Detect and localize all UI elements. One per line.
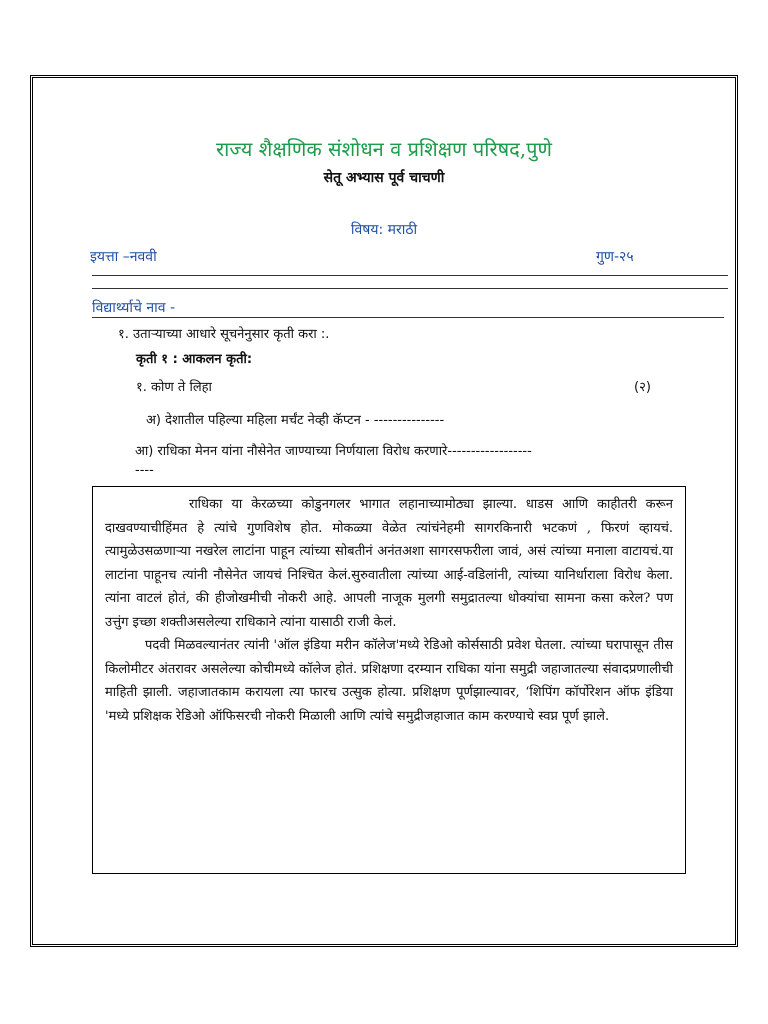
passage-paragraph-2: पदवी मिळवल्यानंतर त्यांनी 'ऑल इंडिया मरीन कॉलेज'मध्ये रेडिओ कोर्ससाठी प्रवेश घेतला. त्यांच्या घरापासून तीस किलोमीटर अंतरावर असलेल्या कोचीमध्ये कॉलेज होतं. प्रशिक्षणा दरम्यान राधिका यांना समुद्री जहाजातल्या संवादप्रणालीची माहिती झाली. जहाजातकाम करायला त्या फारच उत्सुक होत्या. प्रशिक्षण पूर्णझाल्यावर, ‘शिपिंग कॉर्पोरेशन ऑफ इंडिया 'मध्ये प्रशिक्षक रेडिओ ऑफिसरची नोकरी मिळाली आणि त्यांचे समुद्रीजहाजात काम करण्याचे स्वप्न पूर्ण झाले. bbox=[105, 638, 673, 724]
header-divider bbox=[92, 275, 728, 276]
question-item-b: आ) राधिका मेनन यांना नौसेनेत जाण्याच्या निर्णयाला विरोध करणारे------------------ bbox=[135, 444, 532, 459]
grade-label: इयत्ता –नववी bbox=[90, 249, 157, 265]
question-item-b-tail: ---- bbox=[135, 463, 154, 478]
activity-title: कृती १ : आकलन कृती: bbox=[136, 352, 253, 367]
question-item-a: अ) देशातील पहिल्या महिला मर्चंट नेव्ही कॅप्टन - --------------- bbox=[146, 413, 445, 428]
sub-question-marks: (२) bbox=[634, 380, 651, 395]
student-name-label: विद्यार्थ्याचे नाव - bbox=[92, 300, 176, 316]
passage-box bbox=[92, 486, 686, 874]
header-divider-secondary bbox=[92, 288, 728, 289]
sub-question: १. कोण ते लिहा bbox=[136, 380, 212, 395]
test-subtitle: सेतू अभ्यास पूर्व चाचणी bbox=[323, 170, 445, 186]
student-name-line[interactable] bbox=[92, 317, 724, 318]
subject-label: विषय: मराठी bbox=[350, 222, 418, 238]
page-title: राज्य शैक्षणिक संशोधन व प्रशिक्षण परिषद,पुणे bbox=[216, 137, 552, 161]
marks-label: गुण-२५ bbox=[596, 249, 634, 265]
passage-paragraph-1: राधिका या केरळच्या कोडुनगलर भागात लहानाच्यामोठ्या झाल्या. धाडस आणि काहीतरी करून दाखवण्याचीहिंमत हे त्यांचे गुणविशेष होत. मोकळ्या वेळेत त्यांचंनेहमी सागरकिनारी भटकणं , फिरणं व्हायचं. त्यामुळेउसळणाऱ्या नखरेल लाटांना पाहून त्यांच्या सोबतीनं अनंतअशा सागरसफरीला जावं, असं त्यांच्या मनाला वाटायचं.या लाटांना पाहूनच त्यांनी नौसेनेत जायचं निश्चित केलं.सुरुवातीला त्यांच्या आई-वडिलांनी, त्यांच्या यानिर्धाराला विरोध केला. त्यांना वाटलं होतं, की हीजोखमीची नोकरी आहे. आपली नाजूक मुलगी समुद्रातल्या धोक्यांचा सामना कसा करेल? पण उत्तुंग इच्छा शक्तीअसलेल्या राधिकाने त्यांना यासाठी राजी केलं. bbox=[105, 497, 673, 630]
question-instruction: १. उताऱ्याच्या आधारे सूचनेनुसार कृती करा :. bbox=[118, 327, 330, 342]
